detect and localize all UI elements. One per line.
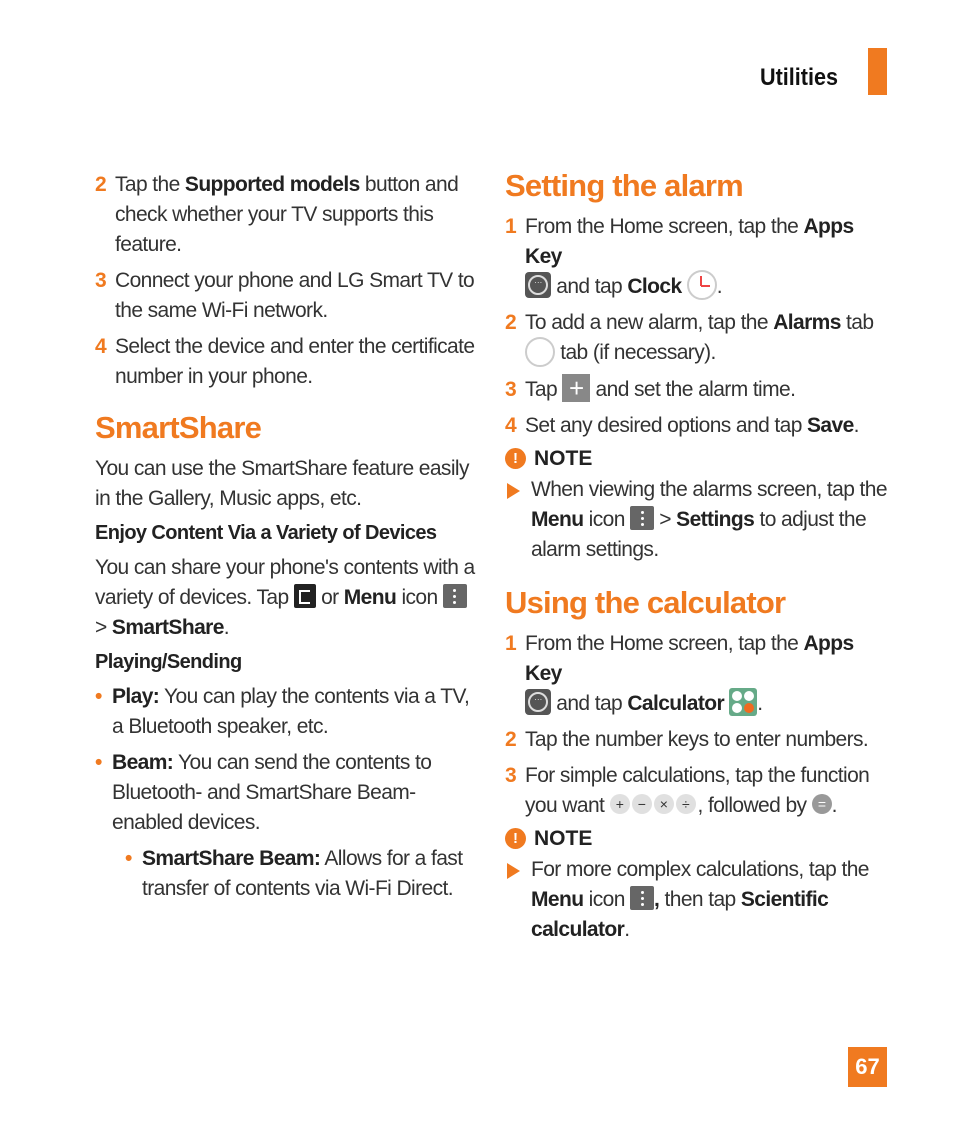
bold: Calculator: [627, 691, 725, 715]
triangle-bullet-icon: [507, 863, 520, 879]
text: .: [853, 413, 859, 437]
smartshare-heading: SmartShare: [95, 410, 262, 445]
step-bold: Supported models: [184, 173, 360, 196]
step-text: Tap the: [115, 173, 185, 196]
note-label: NOTE: [534, 446, 593, 470]
text: .: [223, 616, 230, 639]
menu-icon: [630, 886, 654, 910]
step-3: [95, 266, 480, 326]
page-number: 67: [848, 1047, 887, 1087]
text: .: [831, 793, 837, 817]
plus-icon: +: [562, 374, 590, 402]
text: Set any desired options and tap: [525, 413, 808, 437]
menu-icon: [630, 506, 654, 530]
text: To add a new alarm, tap the: [525, 311, 774, 335]
step-text: Select the device and enter the certificate number in your phone.: [115, 335, 475, 388]
text: >: [654, 507, 677, 531]
exclamation-icon: !: [505, 448, 526, 469]
triangle-bullet-icon: [507, 483, 520, 499]
smartshare-intro: You can use the SmartShare feature easily in the Gallery, Music apps, etc.: [95, 457, 469, 510]
bullet-label: Play:: [112, 685, 160, 708]
step-number: 1: [505, 215, 517, 238]
alarm-step-4: [505, 411, 890, 441]
text: , followed by: [697, 793, 812, 817]
divide-operator-icon: ÷: [676, 794, 696, 814]
apps-key-icon: ⋯: [525, 272, 551, 298]
step-2: [95, 170, 480, 260]
text: .: [757, 691, 763, 715]
step-number: 4: [505, 413, 517, 437]
text: tab: [840, 311, 874, 335]
menu-icon: [443, 584, 467, 608]
text: When viewing the alarms screen, tap the: [531, 477, 887, 501]
subheading-enjoy-content: Enjoy Content Via a Variety of Devices: [95, 522, 437, 544]
bold-menu: Menu: [343, 586, 397, 609]
step-number: 3: [505, 377, 517, 401]
calculator-icon: [729, 688, 757, 716]
step-number: 3: [95, 269, 107, 292]
bullet-dot: •: [95, 685, 102, 708]
text: icon: [583, 887, 631, 911]
alarm-clock-icon: [525, 337, 555, 367]
step-number: 2: [505, 727, 517, 751]
bold: Save: [807, 413, 854, 437]
alarm-step-1: [505, 212, 890, 302]
text: For simple calculations, tap the function you want: [525, 763, 870, 817]
text: Tap: [525, 377, 563, 401]
text: tab (if necessary).: [555, 341, 716, 365]
text: From the Home screen, tap the: [525, 215, 804, 238]
share-icon: [294, 584, 316, 608]
calc-note-title: [505, 827, 890, 851]
multiply-operator-icon: ×: [654, 794, 674, 814]
step-text: Connect your phone and LG Smart TV to the same Wi-Fi network.: [115, 269, 475, 322]
share-paragraph: [95, 553, 480, 643]
calc-step-3: [505, 761, 890, 821]
bullet-label: SmartShare Beam:: [142, 847, 321, 870]
step-number: 3: [505, 763, 517, 787]
text: then tap: [659, 887, 741, 911]
subheading-playing-sending: Playing/Sending: [95, 651, 242, 673]
bullet-label: Beam:: [112, 751, 174, 774]
bold: Alarms: [773, 311, 841, 335]
alarm-step-3: [505, 375, 890, 405]
text: >: [95, 616, 112, 639]
exclamation-icon: !: [505, 828, 526, 849]
bullet-text: Allows for a fast transfer of contents via Wi-Fi Direct.: [142, 847, 463, 900]
bullet-text: You can play the contents via a TV, a Bluetooth speaker, etc.: [112, 685, 470, 738]
step-number: 1: [505, 631, 517, 655]
bold: Apps Key: [525, 215, 854, 268]
note-label: NOTE: [534, 826, 593, 850]
step-4: [95, 332, 480, 392]
plus-operator-icon: +: [610, 794, 630, 814]
calc-step-1: [505, 629, 890, 719]
bold: Menu: [531, 887, 584, 911]
text: From the Home screen, tap the: [525, 631, 804, 655]
alarm-step-2: [505, 308, 890, 368]
bullet-text: You can send the contents to Bluetooth- and SmartShare Beam-enabled devices.: [112, 751, 432, 834]
step-number: 2: [95, 173, 107, 196]
section-tab-marker: [868, 48, 887, 95]
text: and tap: [551, 691, 628, 715]
bold: Menu: [531, 507, 584, 531]
step-number: 2: [505, 311, 517, 335]
apps-key-icon: ⋯: [525, 689, 551, 715]
equals-icon: =: [812, 794, 832, 814]
calculator-heading: Using the calculator: [505, 584, 786, 620]
text: and tap: [551, 275, 628, 298]
right-column: [505, 168, 890, 951]
alarm-note-item: [505, 475, 890, 565]
text: or: [315, 586, 344, 609]
bullet-smartshare-beam: [125, 844, 480, 904]
bold: Scientific calculator: [531, 887, 829, 941]
section-title: Utilities: [760, 64, 839, 91]
bold: Clock: [627, 275, 682, 298]
step-text: button and check whether your TV supports this feature.: [115, 173, 459, 256]
text: For more complex calculations, tap the: [531, 857, 869, 881]
bullet-play: [95, 682, 480, 742]
text: You can share your phone's contents with a variety of devices. Tap: [95, 556, 475, 609]
minus-operator-icon: −: [632, 794, 652, 814]
text: and set the alarm time.: [590, 377, 796, 401]
text: .: [716, 275, 723, 298]
text: icon: [396, 586, 443, 609]
calc-step-2: [505, 725, 890, 755]
alarm-note-title: [505, 447, 890, 471]
clock-icon: [687, 270, 717, 300]
left-column: [95, 170, 480, 910]
text: .: [624, 917, 630, 941]
text: Tap the number keys to enter numbers.: [525, 727, 869, 751]
bullet-dot: •: [125, 847, 132, 870]
bold: ,: [654, 887, 660, 911]
bullet-beam: [95, 748, 480, 838]
bold: Apps Key: [525, 631, 854, 685]
alarm-heading: Setting the alarm: [505, 168, 743, 203]
step-number: 4: [95, 335, 107, 358]
bold-smartshare: SmartShare: [111, 616, 224, 639]
text: icon: [583, 507, 631, 531]
bold: Settings: [676, 507, 755, 531]
bullet-dot: •: [95, 751, 102, 774]
text: to adjust the alarm settings.: [531, 507, 867, 561]
calc-note-item: [505, 855, 890, 945]
